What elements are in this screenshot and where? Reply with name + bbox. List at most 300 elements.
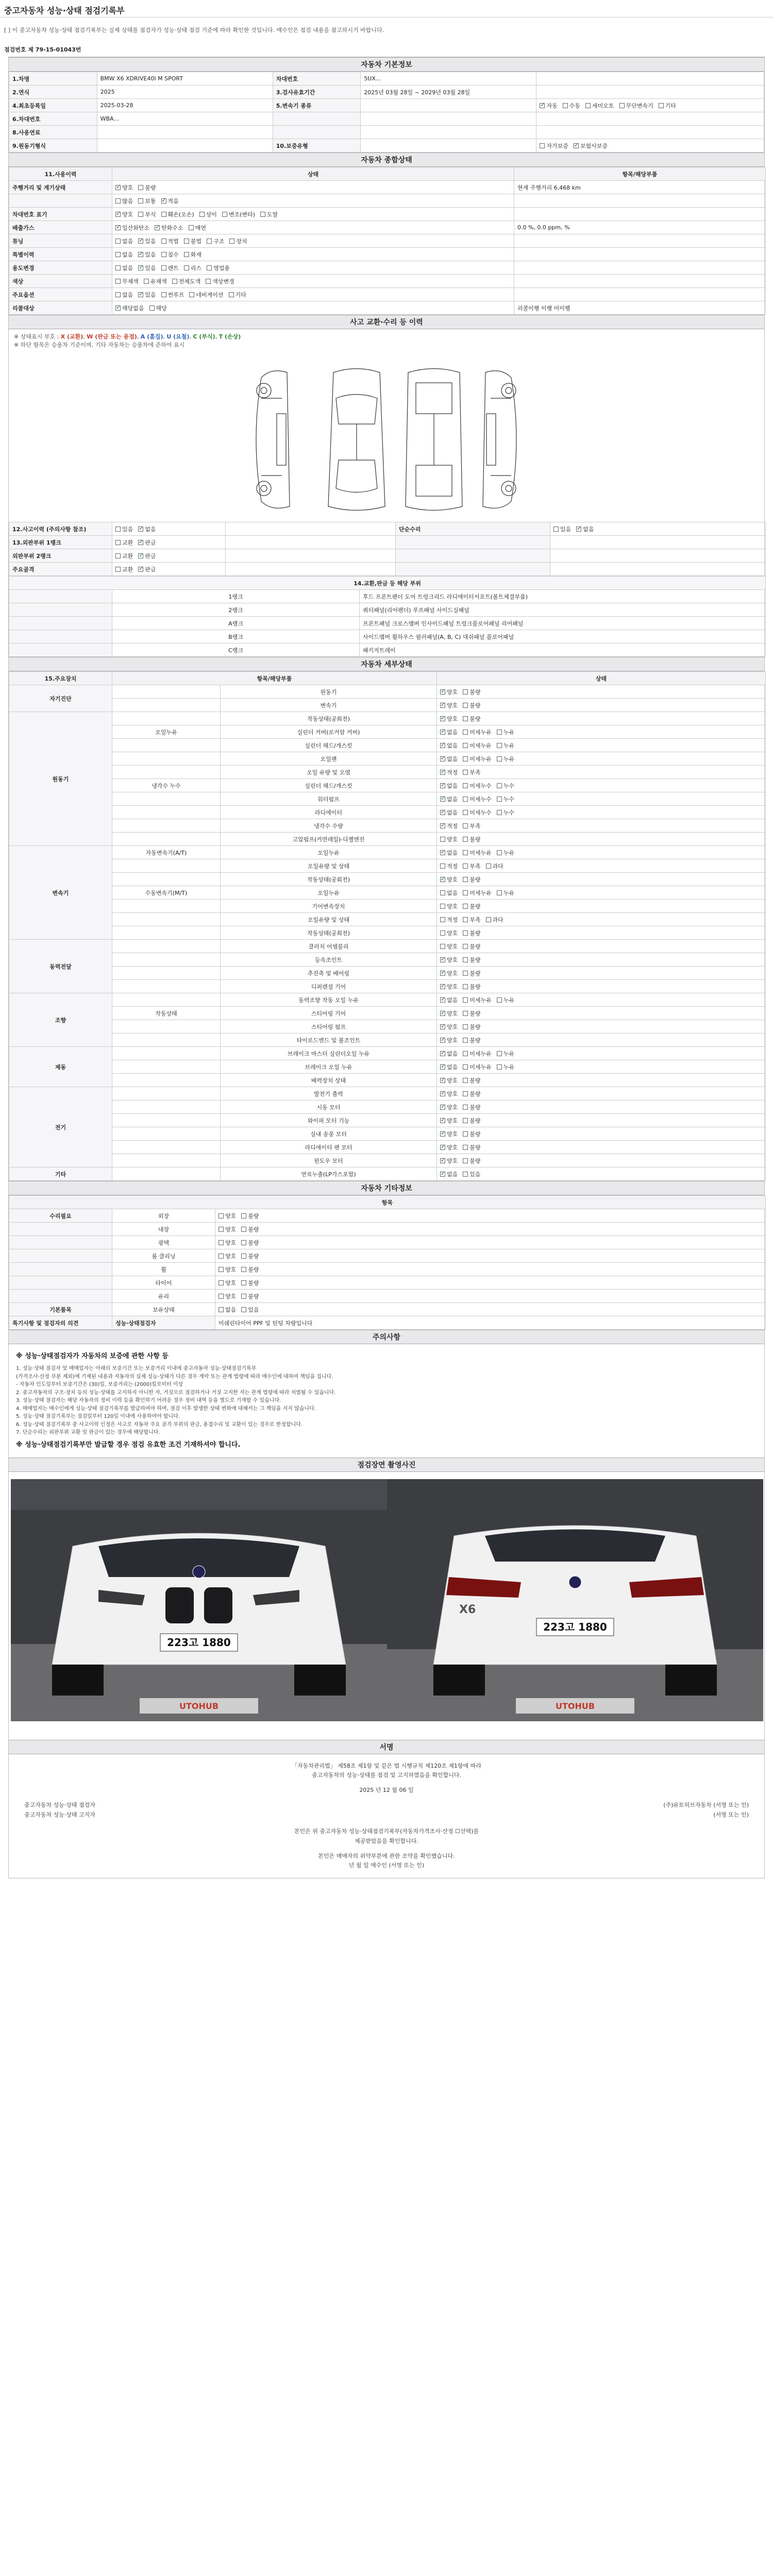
checkbox-box[interactable] (463, 904, 468, 909)
checkbox-option[interactable] (463, 741, 492, 750)
checkbox-box[interactable] (138, 212, 143, 217)
checkbox-box[interactable] (440, 1078, 445, 1083)
checkbox-box[interactable] (463, 877, 468, 882)
checkbox-option[interactable] (138, 250, 156, 259)
checkbox-box[interactable] (463, 917, 468, 922)
checkbox-box[interactable] (161, 198, 166, 204)
checkbox-option[interactable] (440, 1090, 458, 1098)
checkbox-option[interactable] (115, 304, 144, 312)
checkbox-option[interactable] (219, 1306, 236, 1314)
checkbox-option[interactable] (138, 538, 156, 547)
checkbox-option[interactable] (463, 1170, 480, 1178)
checkbox-box[interactable] (440, 1131, 445, 1137)
checkbox-option[interactable] (115, 565, 133, 573)
checkbox-option[interactable] (463, 728, 492, 736)
checkbox-box[interactable] (440, 904, 445, 909)
checkbox-option[interactable] (576, 525, 594, 533)
checkbox-box[interactable] (463, 1038, 468, 1043)
checkbox-box[interactable] (115, 567, 121, 572)
checkbox-option[interactable] (184, 250, 201, 259)
checkbox-option[interactable] (463, 755, 492, 763)
checkbox-option[interactable] (440, 1076, 458, 1084)
checkbox-option[interactable] (486, 916, 503, 924)
checkbox-option[interactable] (115, 291, 133, 299)
checkbox-option[interactable] (115, 210, 133, 218)
checkbox-box[interactable] (440, 850, 445, 855)
checkbox-option[interactable] (241, 1265, 259, 1274)
checkbox-option[interactable] (138, 210, 156, 218)
checkbox-box[interactable] (138, 185, 143, 190)
checkbox-option[interactable] (563, 101, 580, 110)
checkbox-box[interactable] (219, 1267, 224, 1272)
checkbox-option[interactable] (463, 688, 480, 696)
checkbox-option[interactable] (463, 1130, 480, 1138)
checkbox-option[interactable] (463, 1076, 480, 1084)
checkbox-option[interactable] (207, 264, 230, 272)
checkbox-box[interactable] (222, 212, 227, 217)
checkbox-option[interactable] (440, 942, 458, 951)
checkbox-option[interactable] (463, 916, 480, 924)
checkbox-option[interactable] (115, 538, 133, 547)
checkbox-option[interactable] (222, 210, 255, 218)
checkbox-option[interactable] (497, 808, 514, 817)
checkbox-option[interactable] (463, 1143, 480, 1151)
checkbox-option[interactable] (574, 142, 608, 150)
checkbox-option[interactable] (463, 1090, 480, 1098)
checkbox-box[interactable] (440, 1024, 445, 1029)
checkbox-box[interactable] (497, 1064, 502, 1070)
checkbox-box[interactable] (440, 1172, 445, 1177)
checkbox-option[interactable] (219, 1265, 236, 1274)
checkbox-box[interactable] (241, 1240, 246, 1245)
checkbox-box[interactable] (138, 265, 143, 270)
checkbox-box[interactable] (138, 527, 143, 532)
checkbox-box[interactable] (497, 783, 502, 788)
checkbox-option[interactable] (440, 1157, 458, 1165)
checkbox-box[interactable] (138, 567, 143, 572)
checkbox-box[interactable] (161, 252, 166, 257)
checkbox-box[interactable] (440, 1091, 445, 1096)
checkbox-option[interactable] (463, 849, 492, 857)
checkbox-option[interactable] (463, 715, 480, 723)
checkbox-option[interactable] (463, 795, 492, 803)
checkbox-option[interactable] (463, 822, 480, 830)
checkbox-box[interactable] (219, 1227, 224, 1232)
checkbox-box[interactable] (219, 1240, 224, 1245)
checkbox-box[interactable] (440, 1158, 445, 1163)
checkbox-box[interactable] (619, 103, 625, 108)
checkbox-option[interactable] (229, 237, 247, 245)
checkbox-option[interactable] (207, 237, 224, 245)
checkbox-box[interactable] (497, 743, 502, 748)
checkbox-option[interactable] (463, 982, 480, 991)
checkbox-box[interactable] (486, 863, 491, 869)
checkbox-box[interactable] (585, 103, 591, 108)
checkbox-box[interactable] (463, 1172, 468, 1177)
checkbox-box[interactable] (115, 306, 121, 311)
checkbox-option[interactable] (440, 782, 458, 790)
checkbox-option[interactable] (440, 862, 458, 870)
checkbox-option[interactable] (440, 1130, 458, 1138)
checkbox-box[interactable] (497, 730, 502, 735)
checkbox-box[interactable] (138, 239, 143, 244)
checkbox-box[interactable] (189, 225, 194, 230)
checkbox-option[interactable] (497, 741, 514, 750)
checkbox-option[interactable] (585, 101, 614, 110)
checkbox-box[interactable] (138, 198, 143, 204)
checkbox-option[interactable] (463, 835, 480, 843)
checkbox-box[interactable] (659, 103, 664, 108)
checkbox-box[interactable] (463, 770, 468, 775)
checkbox-box[interactable] (189, 292, 194, 297)
checkbox-box[interactable] (115, 198, 121, 204)
checkbox-option[interactable] (463, 956, 480, 964)
checkbox-box[interactable] (463, 810, 468, 815)
checkbox-box[interactable] (260, 212, 265, 217)
checkbox-box[interactable] (463, 971, 468, 976)
checkbox-box[interactable] (463, 1051, 468, 1056)
checkbox-option[interactable] (463, 1103, 480, 1111)
checkbox-box[interactable] (440, 823, 445, 828)
checkbox-box[interactable] (463, 890, 468, 895)
checkbox-box[interactable] (219, 1213, 224, 1218)
checkbox-box[interactable] (463, 1024, 468, 1029)
checkbox-box[interactable] (463, 1158, 468, 1163)
checkbox-option[interactable] (241, 1252, 259, 1260)
checkbox-box[interactable] (463, 944, 468, 949)
checkbox-box[interactable] (440, 796, 445, 802)
checkbox-box[interactable] (115, 265, 121, 270)
checkbox-box[interactable] (540, 143, 545, 148)
checkbox-box[interactable] (497, 1051, 502, 1056)
checkbox-option[interactable] (115, 237, 133, 245)
checkbox-option[interactable] (138, 264, 156, 272)
checkbox-box[interactable] (172, 279, 177, 284)
checkbox-box[interactable] (563, 103, 568, 108)
checkbox-option[interactable] (463, 1009, 480, 1018)
checkbox-option[interactable] (440, 795, 458, 803)
checkbox-box[interactable] (463, 796, 468, 802)
checkbox-box[interactable] (440, 716, 445, 721)
checkbox-box[interactable] (486, 917, 491, 922)
checkbox-option[interactable] (440, 1143, 458, 1151)
checkbox-option[interactable] (155, 224, 183, 232)
checkbox-box[interactable] (497, 796, 502, 802)
checkbox-option[interactable] (540, 101, 557, 110)
checkbox-box[interactable] (440, 917, 445, 922)
checkbox-option[interactable] (219, 1225, 236, 1233)
checkbox-box[interactable] (440, 930, 445, 936)
checkbox-box[interactable] (440, 810, 445, 815)
checkbox-box[interactable] (440, 971, 445, 976)
checkbox-box[interactable] (440, 877, 445, 882)
checkbox-box[interactable] (241, 1213, 246, 1218)
checkbox-option[interactable] (115, 277, 139, 285)
checkbox-box[interactable] (229, 292, 234, 297)
checkbox-option[interactable] (115, 224, 149, 232)
checkbox-option[interactable] (440, 996, 458, 1004)
checkbox-option[interactable] (463, 902, 480, 910)
checkbox-box[interactable] (440, 837, 445, 842)
checkbox-box[interactable] (161, 239, 166, 244)
checkbox-option[interactable] (241, 1279, 259, 1287)
checkbox-option[interactable] (440, 1103, 458, 1111)
checkbox-option[interactable] (149, 304, 167, 312)
checkbox-option[interactable] (440, 1170, 458, 1178)
checkbox-option[interactable] (440, 982, 458, 991)
checkbox-option[interactable] (189, 291, 223, 299)
checkbox-option[interactable] (138, 525, 156, 533)
checkbox-option[interactable] (463, 1049, 492, 1058)
checkbox-option[interactable] (161, 250, 179, 259)
checkbox-option[interactable] (553, 525, 571, 533)
checkbox-box[interactable] (440, 743, 445, 748)
checkbox-box[interactable] (440, 863, 445, 869)
checkbox-option[interactable] (229, 291, 246, 299)
checkbox-option[interactable] (241, 1239, 259, 1247)
checkbox-box[interactable] (229, 239, 234, 244)
checkbox-option[interactable] (241, 1306, 259, 1314)
checkbox-box[interactable] (463, 957, 468, 962)
checkbox-box[interactable] (207, 265, 212, 270)
checkbox-option[interactable] (463, 929, 480, 937)
checkbox-box[interactable] (440, 984, 445, 989)
checkbox-box[interactable] (463, 1091, 468, 1096)
checkbox-option[interactable] (161, 291, 184, 299)
checkbox-box[interactable] (206, 279, 211, 284)
checkbox-option[interactable] (172, 277, 201, 285)
checkbox-option[interactable] (463, 782, 492, 790)
checkbox-option[interactable] (440, 741, 458, 750)
checkbox-box[interactable] (463, 984, 468, 989)
checkbox-option[interactable] (440, 822, 458, 830)
checkbox-option[interactable] (138, 197, 156, 205)
checkbox-option[interactable] (497, 1049, 514, 1058)
checkbox-option[interactable] (219, 1212, 236, 1220)
checkbox-option[interactable] (440, 1009, 458, 1018)
checkbox-box[interactable] (241, 1294, 246, 1299)
checkbox-box[interactable] (540, 103, 545, 108)
checkbox-box[interactable] (463, 703, 468, 708)
checkbox-box[interactable] (576, 527, 581, 532)
checkbox-option[interactable] (463, 1023, 480, 1031)
checkbox-option[interactable] (463, 889, 492, 897)
checkbox-box[interactable] (463, 1131, 468, 1137)
checkbox-box[interactable] (219, 1280, 224, 1285)
checkbox-box[interactable] (440, 703, 445, 708)
checkbox-option[interactable] (138, 183, 156, 192)
checkbox-option[interactable] (659, 101, 676, 110)
checkbox-option[interactable] (463, 1036, 480, 1044)
checkbox-option[interactable] (463, 969, 480, 977)
checkbox-box[interactable] (463, 1011, 468, 1016)
checkbox-option[interactable] (161, 210, 194, 218)
checkbox-box[interactable] (553, 527, 559, 532)
checkbox-box[interactable] (440, 1105, 445, 1110)
checkbox-box[interactable] (115, 225, 121, 230)
checkbox-option[interactable] (440, 808, 458, 817)
checkbox-option[interactable] (463, 808, 492, 817)
checkbox-box[interactable] (161, 292, 166, 297)
checkbox-box[interactable] (463, 930, 468, 936)
checkbox-option[interactable] (440, 1049, 458, 1058)
checkbox-option[interactable] (463, 875, 480, 884)
checkbox-box[interactable] (161, 212, 166, 217)
checkbox-option[interactable] (138, 237, 156, 245)
checkbox-option[interactable] (440, 929, 458, 937)
checkbox-option[interactable] (115, 183, 133, 192)
checkbox-box[interactable] (463, 823, 468, 828)
checkbox-option[interactable] (497, 889, 514, 897)
inspector-sign[interactable]: (주)유토허브자동차 (서명 또는 인) (663, 1801, 749, 1808)
checkbox-box[interactable] (241, 1253, 246, 1259)
checkbox-box[interactable] (241, 1267, 246, 1272)
checkbox-option[interactable] (115, 197, 133, 205)
checkbox-option[interactable] (497, 782, 514, 790)
checkbox-option[interactable] (463, 768, 480, 776)
checkbox-box[interactable] (138, 540, 143, 545)
checkbox-option[interactable] (138, 552, 156, 560)
checkbox-option[interactable] (440, 835, 458, 843)
checkbox-box[interactable] (115, 527, 121, 532)
checkbox-option[interactable] (219, 1252, 236, 1260)
checkbox-box[interactable] (463, 689, 468, 694)
checkbox-box[interactable] (463, 837, 468, 842)
checkbox-box[interactable] (463, 716, 468, 721)
checkbox-option[interactable] (497, 996, 514, 1004)
checkbox-box[interactable] (463, 997, 468, 1003)
checkbox-box[interactable] (440, 957, 445, 962)
checkbox-option[interactable] (115, 525, 133, 533)
checkbox-box[interactable] (184, 252, 189, 257)
checkbox-option[interactable] (219, 1292, 236, 1300)
checkbox-box[interactable] (574, 143, 579, 148)
checkbox-box[interactable] (241, 1227, 246, 1232)
checkbox-option[interactable] (463, 996, 492, 1004)
checkbox-option[interactable] (497, 728, 514, 736)
checkbox-box[interactable] (463, 756, 468, 761)
checkbox-box[interactable] (440, 756, 445, 761)
checkbox-option[interactable] (199, 210, 217, 218)
checkbox-box[interactable] (497, 890, 502, 895)
checkbox-box[interactable] (199, 212, 205, 217)
checkbox-box[interactable] (440, 890, 445, 895)
checkbox-option[interactable] (241, 1292, 259, 1300)
checkbox-box[interactable] (497, 756, 502, 761)
checkbox-box[interactable] (463, 1064, 468, 1070)
checkbox-option[interactable] (463, 1063, 492, 1071)
checkbox-box[interactable] (440, 1011, 445, 1016)
checkbox-option[interactable] (497, 1063, 514, 1071)
checkbox-option[interactable] (440, 728, 458, 736)
checkbox-box[interactable] (440, 689, 445, 694)
checkbox-box[interactable] (440, 1064, 445, 1070)
checkbox-box[interactable] (219, 1253, 224, 1259)
checkbox-box[interactable] (440, 1051, 445, 1056)
checkbox-box[interactable] (497, 810, 502, 815)
checkbox-box[interactable] (463, 783, 468, 788)
checkbox-box[interactable] (463, 1105, 468, 1110)
checkbox-box[interactable] (184, 265, 189, 270)
checkbox-option[interactable] (440, 889, 458, 897)
checkbox-box[interactable] (138, 252, 143, 257)
checkbox-box[interactable] (115, 553, 121, 558)
checkbox-box[interactable] (138, 553, 143, 558)
checkbox-option[interactable] (184, 264, 201, 272)
checkbox-box[interactable] (463, 730, 468, 735)
checkbox-box[interactable] (115, 540, 121, 545)
buyer-sign[interactable]: 년 월 일 매수인 (서명 또는 인) (348, 1862, 425, 1869)
checkbox-option[interactable] (138, 291, 156, 299)
checkbox-option[interactable] (497, 755, 514, 763)
checkbox-option[interactable] (219, 1239, 236, 1247)
checkbox-option[interactable] (497, 795, 514, 803)
checkbox-box[interactable] (115, 185, 121, 190)
checkbox-option[interactable] (161, 197, 179, 205)
checkbox-option[interactable] (138, 565, 156, 573)
checkbox-option[interactable] (189, 224, 206, 232)
checkbox-option[interactable] (115, 264, 133, 272)
checkbox-option[interactable] (440, 768, 458, 776)
checkbox-box[interactable] (440, 944, 445, 949)
checkbox-option[interactable] (206, 277, 234, 285)
checkbox-option[interactable] (486, 862, 503, 870)
checkbox-option[interactable] (144, 277, 167, 285)
checkbox-box[interactable] (440, 997, 445, 1003)
checkbox-option[interactable] (440, 715, 458, 723)
checkbox-box[interactable] (440, 1145, 445, 1150)
notifier-sign[interactable]: (서명 또는 인) (713, 1811, 749, 1818)
checkbox-box[interactable] (144, 279, 149, 284)
checkbox-box[interactable] (463, 1118, 468, 1123)
checkbox-box[interactable] (497, 850, 502, 855)
checkbox-option[interactable] (115, 552, 133, 560)
checkbox-box[interactable] (207, 239, 212, 244)
checkbox-box[interactable] (463, 863, 468, 869)
checkbox-box[interactable] (241, 1280, 246, 1285)
checkbox-box[interactable] (440, 770, 445, 775)
checkbox-box[interactable] (463, 743, 468, 748)
checkbox-box[interactable] (219, 1294, 224, 1299)
checkbox-box[interactable] (115, 212, 121, 217)
checkbox-box[interactable] (115, 239, 121, 244)
checkbox-box[interactable] (440, 1118, 445, 1123)
checkbox-option[interactable] (619, 101, 653, 110)
checkbox-box[interactable] (161, 265, 166, 270)
checkbox-option[interactable] (440, 1036, 458, 1044)
checkbox-box[interactable] (440, 730, 445, 735)
checkbox-box[interactable] (219, 1307, 224, 1312)
checkbox-box[interactable] (463, 1078, 468, 1083)
checkbox-option[interactable] (115, 250, 133, 259)
checkbox-option[interactable] (440, 755, 458, 763)
checkbox-option[interactable] (463, 701, 480, 709)
checkbox-option[interactable] (241, 1212, 259, 1220)
checkbox-box[interactable] (463, 1145, 468, 1150)
checkbox-option[interactable] (161, 264, 179, 272)
checkbox-box[interactable] (155, 225, 160, 230)
checkbox-box[interactable] (115, 292, 121, 297)
checkbox-option[interactable] (497, 849, 514, 857)
checkbox-box[interactable] (440, 1038, 445, 1043)
checkbox-option[interactable] (463, 1116, 480, 1125)
checkbox-option[interactable] (161, 237, 179, 245)
checkbox-box[interactable] (115, 279, 121, 284)
checkbox-option[interactable] (440, 701, 458, 709)
checkbox-option[interactable] (219, 1279, 236, 1287)
checkbox-option[interactable] (440, 956, 458, 964)
checkbox-option[interactable] (184, 237, 201, 245)
